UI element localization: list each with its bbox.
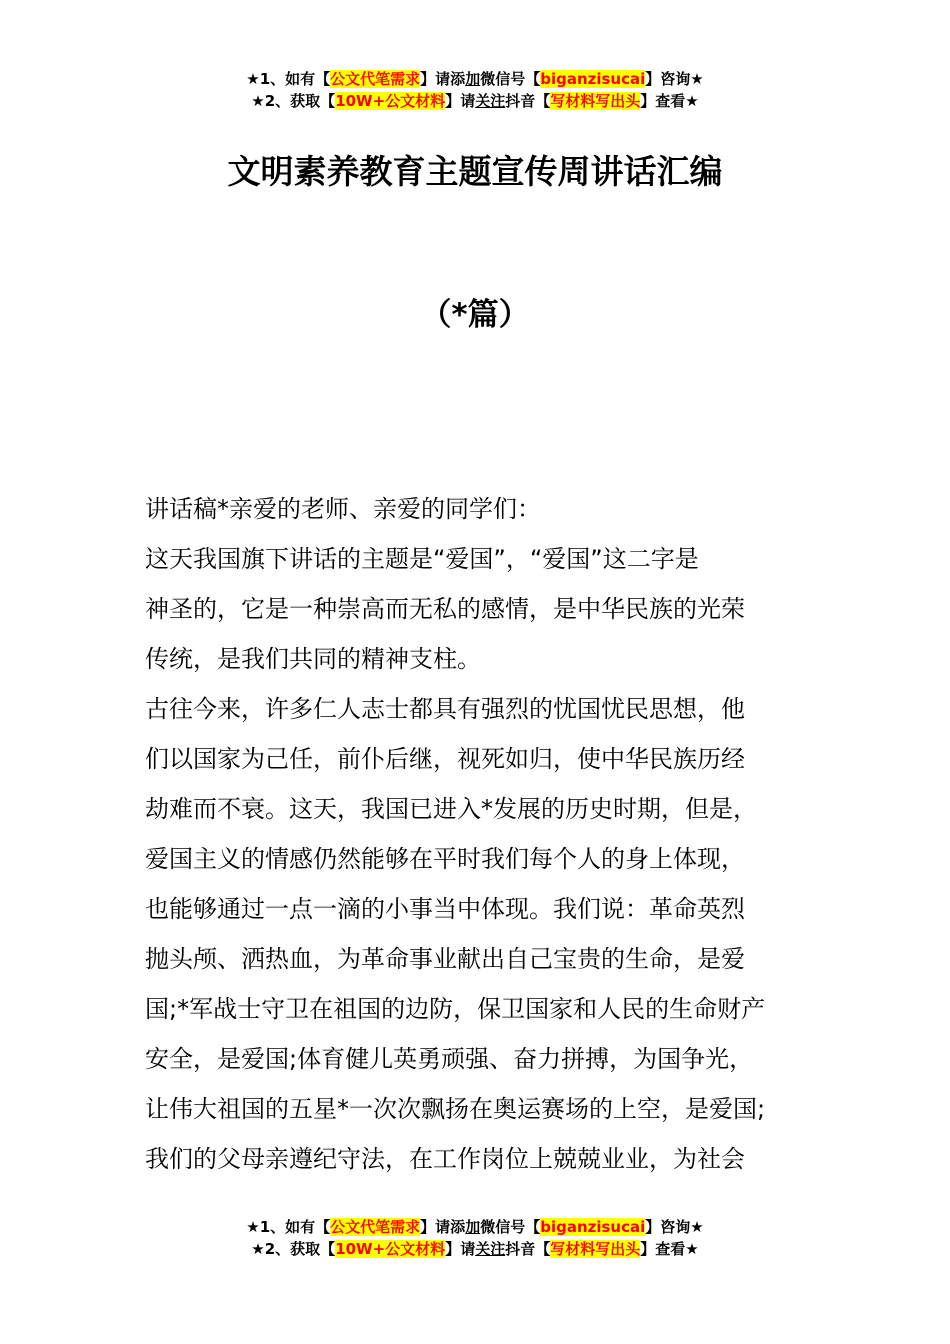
body-line: 讲话稿*亲爱的老师、亲爱的同学们：	[145, 495, 541, 523]
banner-highlight: 10W+公文材料	[335, 1240, 446, 1258]
banner-text: 微信号【	[480, 70, 541, 88]
body-line: 我们的父母亲遵纪守法，在工作岗位上兢兢业业，为社会	[145, 1145, 745, 1173]
banner-text: 】查看★	[640, 92, 699, 110]
banner-text: 】请添	[420, 1218, 466, 1236]
body-line: 国;*军战士守卫在祖国的边防，保卫国家和人民的生命财产	[145, 995, 766, 1023]
body-line: 安全，是爱国;体育健儿英勇顽强、奋力拼搏，为国争光，	[145, 1045, 754, 1073]
body-line: 劫难而不衰。这天，我国已进入*发展的历史时期，但是，	[145, 795, 757, 823]
banner-highlight: biganzisucai	[540, 1218, 646, 1236]
banner-text: 】请	[445, 1240, 476, 1258]
banner-line-2	[0, 90, 950, 112]
banner-line-1	[0, 68, 950, 90]
banner-text: 】请	[445, 92, 476, 110]
banner-highlight: 公文代笔需求	[330, 70, 421, 88]
banner-highlight: biganzisucai	[540, 70, 646, 88]
banner-underlined: 加	[465, 1218, 481, 1236]
banner-highlight: 写材料写出头	[550, 92, 641, 110]
body-line: 们以国家为己任，前仆后继，视死如归，使中华民族历经	[145, 745, 745, 773]
banner-text: 抖音【	[505, 92, 551, 110]
banner-text: 】查看★	[640, 1240, 699, 1258]
document-title: 文明素养教育主题宣传周讲话汇编	[227, 152, 723, 191]
body-line: 也能够通过一点一滴的小事当中体现。我们说：革命英烈	[145, 895, 745, 923]
banner-line-2	[0, 1238, 950, 1260]
header-banner	[0, 68, 950, 112]
banner-text: 抖音【	[505, 1240, 551, 1258]
banner-highlight: 写材料写出头	[550, 1240, 641, 1258]
banner-underlined: 加	[465, 70, 481, 88]
body-line: 爱国主义的情感仍然能够在平时我们每个人的身上体现，	[145, 845, 745, 873]
banner-text: ★1、如有【	[246, 1218, 331, 1236]
document-body	[145, 484, 810, 1184]
banner-highlight: 公文代笔需求	[330, 1218, 421, 1236]
body-line: 传统，是我们共同的精神支柱。	[145, 645, 481, 673]
banner-text: 】咨询★	[645, 1218, 704, 1236]
document-subtitle: （*篇）	[420, 297, 530, 333]
body-line: 让伟大祖国的五星*一次次飘扬在奥运赛场的上空，是爱国;	[145, 1095, 766, 1123]
banner-line-1	[0, 1216, 950, 1238]
banner-underlined: 关注	[475, 92, 506, 110]
body-line: 这天我国旗下讲话的主题是“爱国”，“爱国”这二字是	[145, 545, 699, 573]
banner-text: 】咨询★	[645, 70, 704, 88]
body-line: 抛头颅、洒热血，为革命事业献出自己宝贵的生命，是爱	[145, 945, 745, 973]
banner-underlined: 关注	[475, 1240, 506, 1258]
banner-text: ★1、如有【	[246, 70, 331, 88]
footer-banner	[0, 1216, 950, 1260]
banner-text: 】请添	[420, 70, 466, 88]
banner-text: ★2、获取【	[251, 1240, 336, 1258]
body-line: 神圣的，它是一种崇高而无私的感情，是中华民族的光荣	[145, 595, 745, 623]
body-line: 古往今来，许多仁人志士都具有强烈的忧国忧民思想，他	[145, 695, 745, 723]
banner-text: ★2、获取【	[251, 92, 336, 110]
banner-text: 微信号【	[480, 1218, 541, 1236]
banner-highlight: 10W+公文材料	[335, 92, 446, 110]
